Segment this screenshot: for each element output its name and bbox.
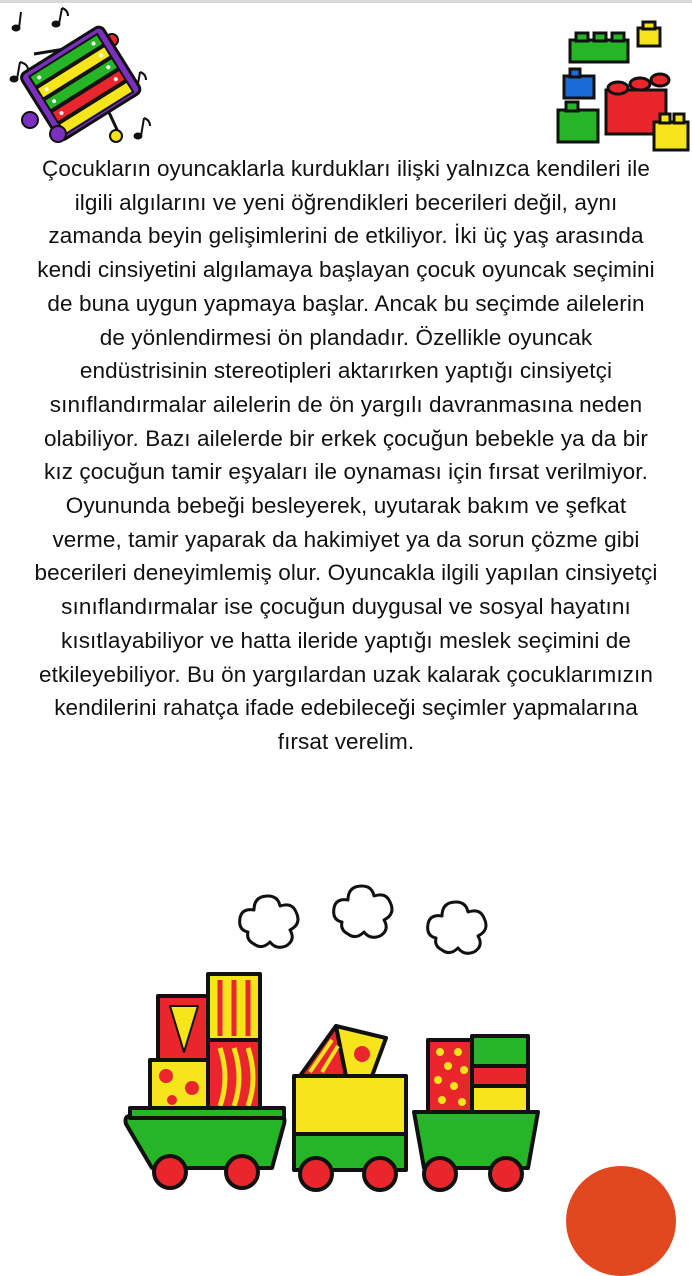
toy-train-icon	[110, 966, 550, 1200]
xylophone-icon	[4, 4, 154, 150]
cloud-icon	[230, 870, 510, 966]
circle-button-icon[interactable]	[566, 1166, 676, 1276]
top-divider	[0, 0, 692, 3]
toy-blocks-icon	[548, 14, 692, 154]
article-paragraph: Çocukların oyuncaklarla kurdukları ilişki yalnızca kendileri ile ilgili algılarını ve yeni öğrendikleri becerileri değil, aynı zamanda beyin gelişimlerini de etkiliyor. İki üç yaş arasında kendi cinsiyetini algılamaya başlayan çocuk oyuncak seçimini de buna uygun yapmaya başlar. Ancak bu seçimde ailelerin de yönlendirmesi ön plandadır. Özellikle oyuncak endüstrisinin stereotipleri aktarırken yaptığı cinsiyetçi sınıflandırmalar ailelerin de ön yargılı davranmasına neden olabiliyor. Bazı ailelerde bir erkek çocuğun bebekle ya da bir kız çocuğun tamir eşyaları ile oynaması için fırsat verilmiyor. Oyununda bebeği besleyerek, uyutarak bakım ve şefkat verme, tamir yaparak da hakimiyet ya da sorun çözme gibi becerileri deneyimlemiş olur. Oyuncakla ilgili yapılan cinsiyetçi sınıflandırmalar ise çocuğun duygusal ve sosyal hayatını kısıtlayabiliyor ve hatta ileride yaptığı meslek seçimini de etkileyebiliyor. Bu ön yargılardan uzak kalarak çocuklarımızın kendilerini rahatça ifade edebileceği seçimler yapmalarına fırsat verelim.	[34, 156, 658, 754]
